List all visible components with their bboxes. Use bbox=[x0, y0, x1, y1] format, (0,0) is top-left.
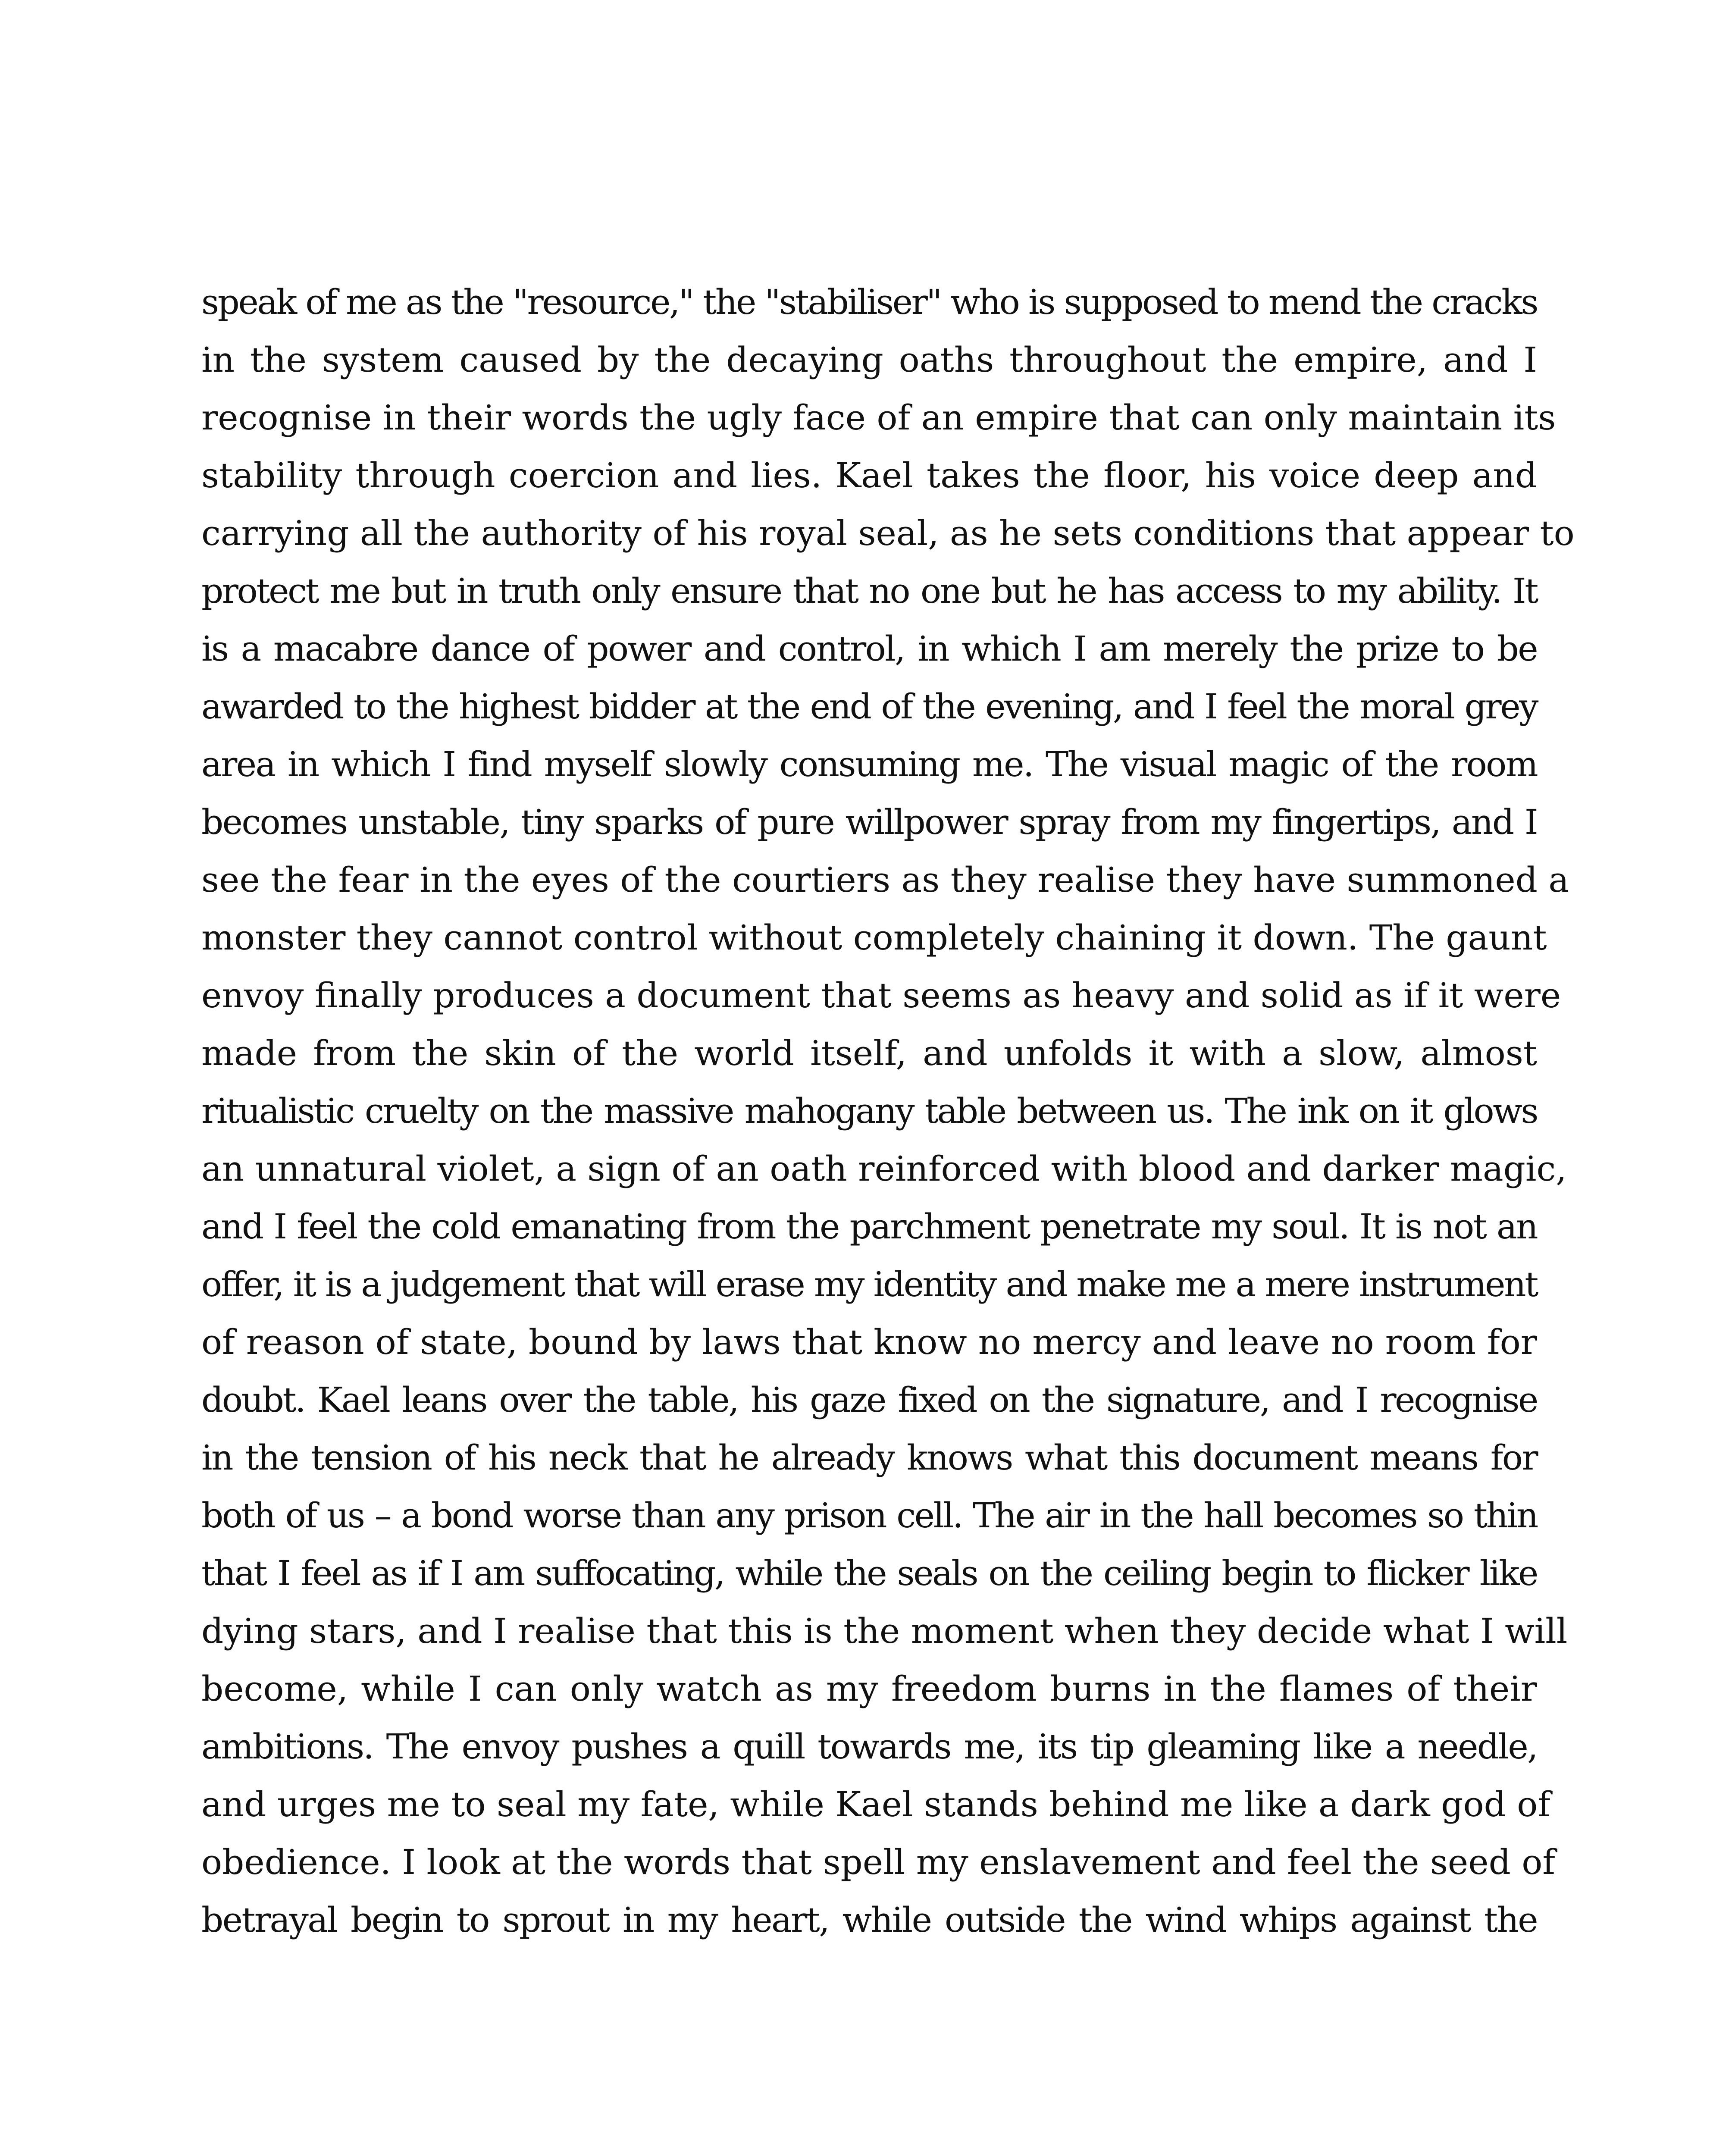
text-line: ambitions. The envoy pushes a quill towards me, its tip gleaming like a needle, bbox=[201, 1727, 1537, 1767]
text-line: becomes unstable, tiny sparks of pure willpower spray from my fingertips, and I bbox=[201, 802, 1537, 842]
text-line: and urges me to seal my fate, while Kael stands behind me like a dark god of bbox=[201, 1784, 1551, 1824]
text-line: stability through coercion and lies. Kael takes the floor, his voice deep and bbox=[201, 455, 1537, 495]
body-text bbox=[201, 273, 1575, 1949]
text-line: ritualistic cruelty on the massive mahogany table between us. The ink on it glows bbox=[201, 1091, 1537, 1131]
text-line: carrying all the authority of his royal seal, as he sets conditions that appear to bbox=[201, 513, 1575, 553]
text-line: of reason of state, bound by laws that know no mercy and leave no room for bbox=[201, 1322, 1537, 1362]
text-line: area in which I find myself slowly consuming me. The visual magic of the room bbox=[201, 744, 1537, 784]
text-line: an unnatural violet, a sign of an oath reinforced with blood and darker magic, bbox=[201, 1149, 1567, 1189]
text-line: envoy finally produces a document that seems as heavy and solid as if it were bbox=[201, 975, 1561, 1015]
text-line: recognise in their words the ugly face of an empire that can only maintain its bbox=[201, 398, 1556, 438]
text-line: speak of me as the "resource," the "stabiliser" who is supposed to mend the cracks bbox=[201, 282, 1537, 322]
text-line: awarded to the highest bidder at the end of the evening, and I feel the moral grey bbox=[201, 686, 1537, 727]
text-line: made from the skin of the world itself, and unfolds it with a slow, almost bbox=[201, 1033, 1537, 1073]
text-line: both of us – a bond worse than any prison cell. The air in the hall becomes so thin bbox=[201, 1495, 1537, 1536]
text-line: and I feel the cold emanating from the parchment penetrate my soul. It is not an bbox=[201, 1206, 1537, 1247]
text-line: dying stars, and I realise that this is the moment when they decide what I will bbox=[201, 1611, 1568, 1651]
text-line: doubt. Kael leans over the table, his gaze fixed on the signature, and I recognise bbox=[201, 1380, 1537, 1420]
text-line: protect me but in truth only ensure that no one but he has access to my ability. It bbox=[201, 571, 1537, 611]
text-line: is a macabre dance of power and control, in which I am merely the prize to be bbox=[201, 629, 1537, 669]
text-line: obedience. I look at the words that spell my enslavement and feel the seed of bbox=[201, 1842, 1555, 1882]
text-line: monster they cannot control without completely chaining it down. The gaunt bbox=[201, 918, 1547, 958]
text-line: become, while I can only watch as my freedom burns in the flames of their bbox=[201, 1669, 1537, 1709]
text-line: offer, it is a judgement that will erase my identity and make me a mere instrument bbox=[201, 1264, 1537, 1304]
text-line: in the tension of his neck that he already knows what this document means for bbox=[201, 1438, 1537, 1478]
text-line: in the system caused by the decaying oaths throughout the empire, and I bbox=[201, 340, 1537, 380]
text-line: that I feel as if I am suffocating, while the seals on the ceiling begin to flicker like bbox=[201, 1553, 1537, 1593]
text-line: see the fear in the eyes of the courtiers as they realise they have summoned a bbox=[201, 860, 1569, 900]
text-line: betrayal begin to sprout in my heart, while outside the wind whips against the bbox=[201, 1900, 1537, 1940]
